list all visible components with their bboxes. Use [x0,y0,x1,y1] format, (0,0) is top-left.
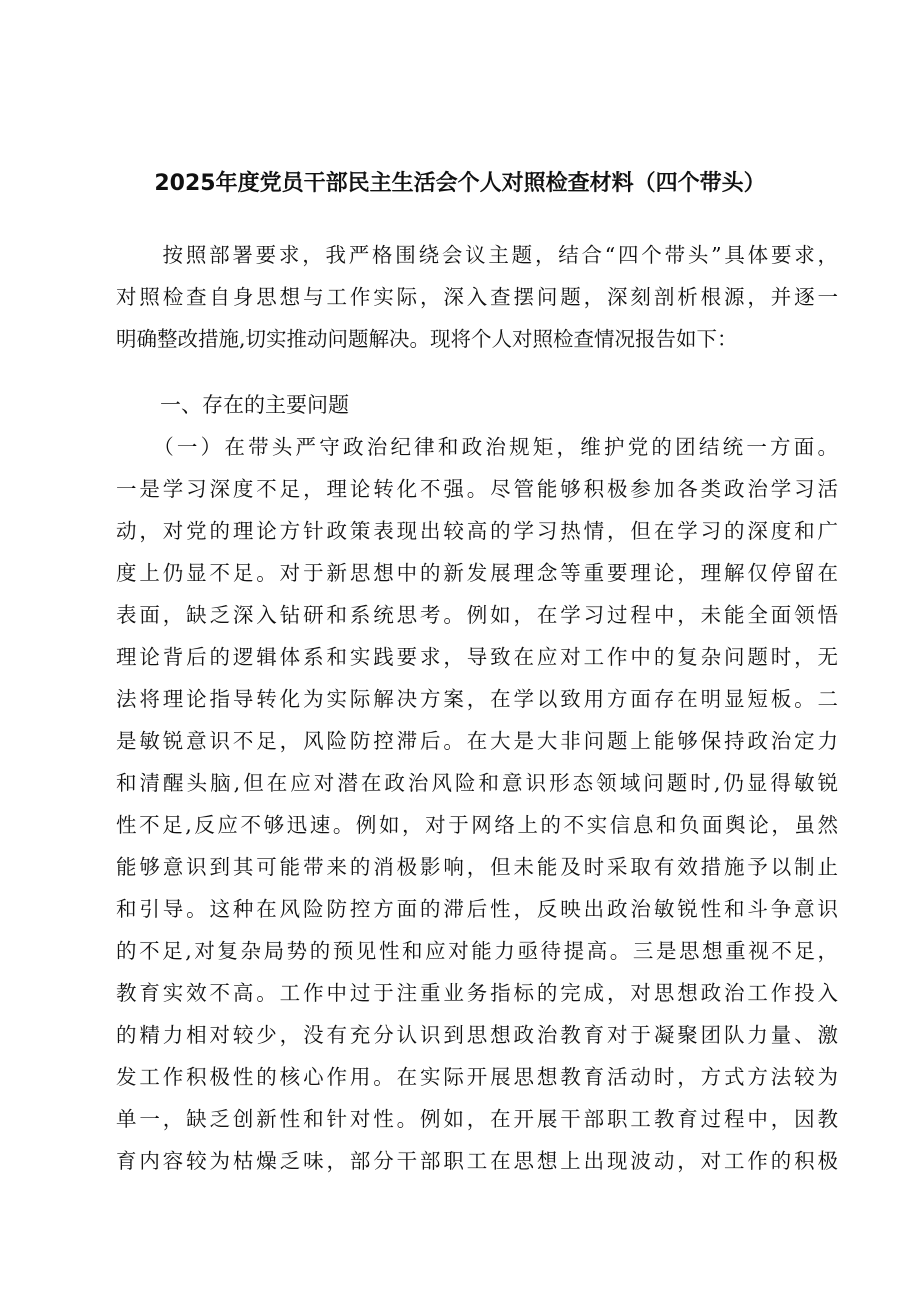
section-heading: 一、存在的主要问题 [160,393,349,417]
section-line: 发工作积极性的核心作用。在实际开展思想教育活动时，方式方法较为 [116,1065,838,1089]
section-line: 动，对党的理论方针政策表现出较高的学习热情，但在学习的深度和广 [116,519,838,543]
section-line: 性不足,反应不够迅速。例如，对于网络上的不实信息和负面舆论，虽然 [116,813,838,837]
intro-line: 按照部署要求，我严格围绕会议主题，结合“四个带头”具体要求， [116,243,838,267]
intro-line: 对照检查自身思想与工作实际，深入查摆问题，深刻剖析根源，并逐一 [116,285,838,309]
section-line: 表面，缺乏深入钻研和系统思考。例如，在学习过程中，未能全面领悟 [116,603,838,627]
document-title: 2025年度党员干部民主生活会个人对照检查材料（四个带头） [154,171,766,196]
section-line: 理论背后的逻辑体系和实践要求，导致在应对工作中的复杂问题时，无 [116,645,838,669]
section-line: 度上仍显不足。对于新思想中的新发展理念等重要理论，理解仅停留在 [116,561,838,585]
intro-line: 明确整改措施,切实推动问题解决。现将个人对照检查情况报告如下： [116,327,738,351]
section-line: 法将理论指导转化为实际解决方案，在学以致用方面存在明显短板。二 [116,687,838,711]
section-line: 和引导。这种在风险防控方面的滞后性，反映出政治敏锐性和斗争意识 [116,897,838,921]
section-line: 的精力相对较少，没有充分认识到思想政治教育对于凝聚团队力量、激 [116,1023,838,1047]
section-line: 教育实效不高。工作中过于注重业务指标的完成，对思想政治工作投入 [116,981,838,1005]
section-line: 和清醒头脑,但在应对潜在政治风险和意识形态领域问题时,仍显得敏锐 [116,771,838,795]
section-line: 是敏锐意识不足，风险防控滞后。在大是大非问题上能够保持政治定力 [116,729,838,753]
section-line: 单一，缺乏创新性和针对性。例如，在开展干部职工教育过程中，因教 [116,1107,838,1131]
section-line: 一是学习深度不足，理论转化不强。尽管能够积极参加各类政治学习活 [116,477,838,501]
section-line: 的不足,对复杂局势的预见性和应对能力亟待提高。三是思想重视不足， [116,939,838,963]
section-line: 育内容较为枯燥乏味，部分干部职工在思想上出现波动，对工作的积极 [116,1149,838,1173]
section-line: （一）在带头严守政治纪律和政治规矩，维护党的团结统一方面。 [116,435,838,459]
section-line: 能够意识到其可能带来的消极影响，但未能及时采取有效措施予以制止 [116,855,838,879]
section-paragraph [116,426,838,1182]
intro-paragraph [116,234,838,360]
